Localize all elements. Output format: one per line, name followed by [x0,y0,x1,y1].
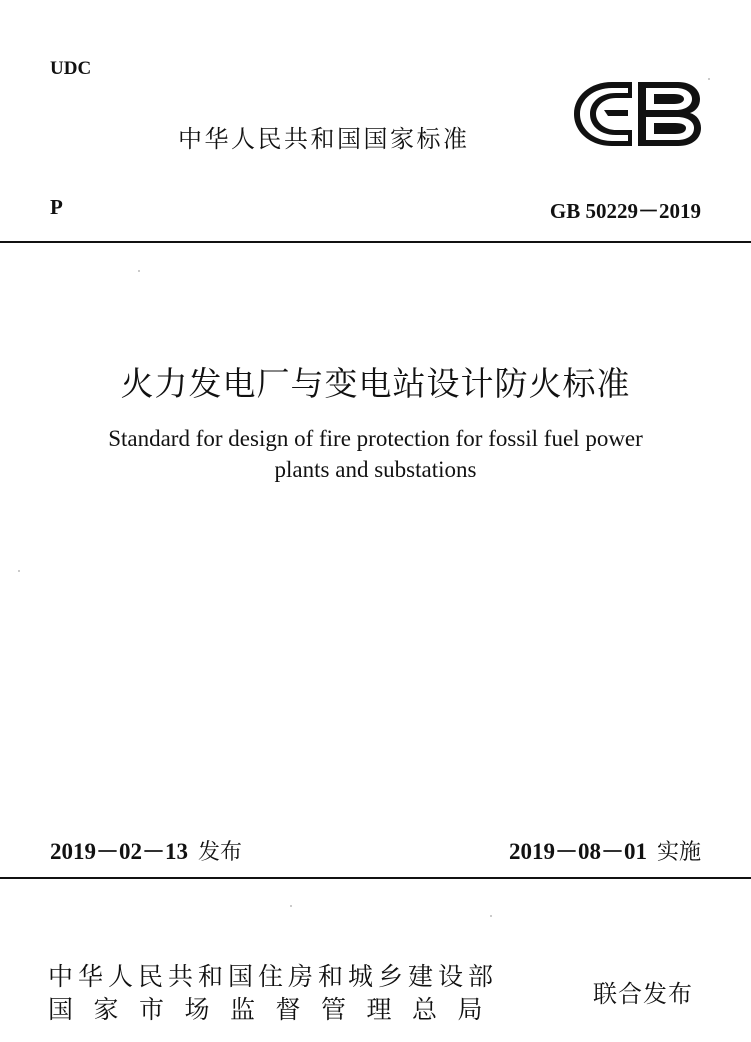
joint-issue-label: 联合发布 [593,980,693,1008]
effective-date: 2019－08－01 [508,839,647,864]
document-title-chinese: 火力发电厂与变电站设计防火标准 [120,367,631,403]
issue-date: 2019－02－13 [50,839,188,864]
issue-label: 发布 [198,840,243,865]
national-standard-heading: 中华人民共和国国家标准 [178,125,470,153]
document-title-english [40,423,711,485]
english-title-line-2: plants and substations [274,457,477,482]
english-title-line-1: Standard for design of fire protection for fossil fuel power [108,426,643,451]
effective-date-block [509,833,701,866]
issuer-line-1: 中华人民共和国住房和城乡建设部 [48,962,499,991]
scan-speck [290,905,292,907]
classification-code: P [50,195,63,219]
scan-speck [490,915,492,917]
standard-number: GB 50229－2019 [549,199,701,223]
effective-label: 实施 [656,840,701,865]
scan-speck [138,270,140,272]
issuer-line-2: 国家市场监督管理总局 [48,995,504,1024]
scan-speck [708,78,710,80]
issue-date-block [50,833,242,866]
gb-logo [572,80,702,148]
udc-label: UDC [50,58,92,79]
top-divider [0,241,751,243]
bottom-divider [0,877,751,879]
scan-speck [18,570,20,572]
